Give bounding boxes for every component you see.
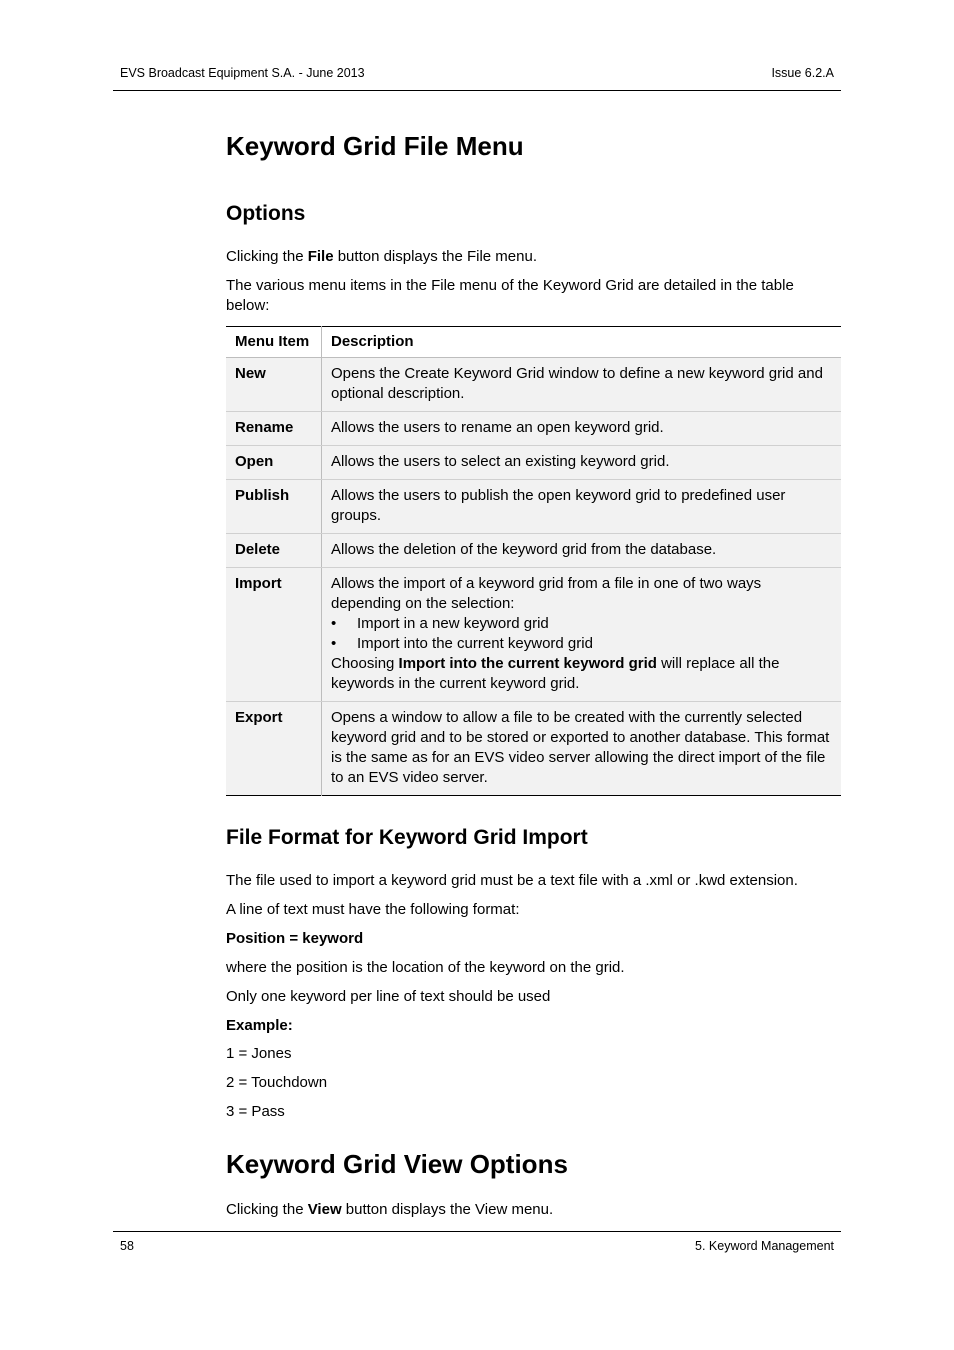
menu-item-description: Allows the deletion of the keyword grid from the database. — [322, 534, 842, 568]
menu-item-name: Delete — [226, 534, 322, 568]
file-format-paragraph-1: The file used to import a keyword grid must be a text file with a .xml or .kwd extension. — [226, 872, 798, 889]
view-paragraph: Clicking the View button displays the View menu. — [226, 1201, 554, 1218]
view-button-ref: View — [307, 1201, 342, 1218]
table-header-row — [226, 327, 841, 358]
table-row — [226, 358, 841, 412]
menu-item-description: Opens the Create Keyword Grid window to define a new keyword grid and optional description. — [322, 358, 842, 412]
table-row — [226, 446, 841, 480]
table-row — [226, 702, 841, 796]
table-row — [226, 534, 841, 568]
import-description: Allows the import of a keyword grid from a file in one of two ways depending on the selection: — [331, 575, 762, 612]
file-format-paragraph-4: Only one keyword per line of text should be used — [226, 988, 551, 1005]
table-row — [226, 412, 841, 446]
file-button-ref: File — [307, 248, 334, 265]
menu-item-description: Allows the users to rename an open keyword grid. — [322, 412, 842, 446]
bullet-item: • Import into the current keyword grid — [331, 634, 833, 654]
file-format-paragraph-2: A line of text must have the following format: — [226, 901, 520, 918]
import-note: Choosing Import into the current keyword grid will replace all the keywords in the current keyword grid. — [331, 655, 780, 692]
menu-item-description: Allows the users to select an existing keyword grid. — [322, 446, 842, 480]
intro-paragraph-2: The various menu items in the File menu of the Keyword Grid are detailed in the table below: — [226, 277, 794, 314]
example-line: 2 = Touchdown — [226, 1074, 328, 1091]
menu-item-name: New — [226, 358, 322, 412]
page-number: 58 — [120, 1239, 134, 1253]
menu-item-description: Allows the users to publish the open keyword grid to predefined user groups. — [322, 480, 842, 534]
table-row — [226, 568, 841, 702]
header-company: EVS Broadcast Equipment S.A. - June 2013 — [120, 66, 365, 80]
chapter-name: 5. Keyword Management — [695, 1239, 834, 1253]
menu-item-name: Publish — [226, 480, 322, 534]
column-header-menu-item: Menu Item — [226, 327, 322, 358]
page-footer — [113, 1231, 841, 1254]
format-string: Position = keyword — [226, 930, 364, 947]
bullet-item: • Import in a new keyword grid — [331, 614, 833, 634]
menu-item-name: Import — [226, 568, 322, 702]
menu-item-name: Open — [226, 446, 322, 480]
section-title-view-options: Keyword Grid View Options — [226, 1149, 568, 1179]
options-heading: Options — [226, 202, 306, 225]
example-line: 1 = Jones — [226, 1045, 292, 1062]
menu-item-name: Export — [226, 702, 322, 796]
file-format-heading: File Format for Keyword Grid Import — [226, 826, 588, 849]
example-label: Example: — [226, 1017, 293, 1034]
section-title-file-menu: Keyword Grid File Menu — [226, 131, 524, 161]
menu-item-description — [322, 568, 842, 702]
table-row — [226, 480, 841, 534]
menu-item-description: Opens a window to allow a file to be created with the currently selected keyword grid and to be stored or exported to another database. This format is the same as for an EVS video server allowing the direct import of the file to an EVS video server. — [322, 702, 842, 796]
menu-item-name: Rename — [226, 412, 322, 446]
column-header-description: Description — [322, 327, 842, 358]
intro-paragraph-1: Clicking the File button displays the File menu. — [226, 248, 537, 265]
example-line: 3 = Pass — [226, 1103, 285, 1120]
file-menu-table — [226, 326, 841, 796]
page-header — [113, 66, 841, 91]
header-issue: Issue 6.2.A — [771, 66, 834, 80]
file-format-paragraph-3: where the position is the location of the keyword on the grid. — [226, 959, 625, 976]
